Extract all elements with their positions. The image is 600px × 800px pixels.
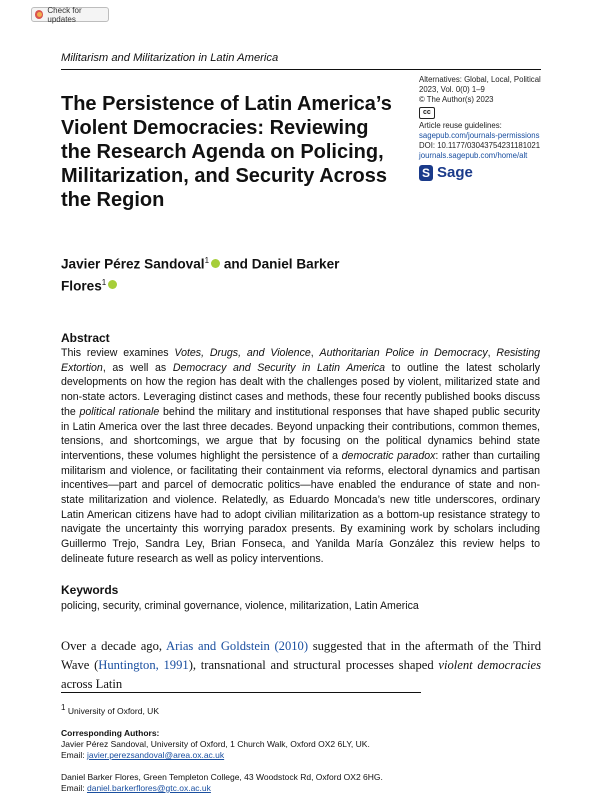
affiliation-marker: 1: [101, 277, 107, 287]
check-for-updates-badge[interactable]: [31, 7, 109, 22]
orcid-icon[interactable]: [108, 280, 117, 289]
abstract-segment: This review examines: [61, 347, 175, 359]
author-connector: and: [223, 256, 248, 272]
volume-info: 2023, Vol. 0(0) 1–9: [419, 85, 485, 94]
emphasis: violent democracies: [438, 658, 541, 672]
reuse-label: Article reuse guidelines:: [419, 121, 502, 130]
author-address: Daniel Barker Flores, Green Templeton College, 43 Woodstock Rd, Oxford OX2 6HG.: [61, 772, 383, 782]
journal-link[interactable]: journals.sagepub.com/home/alt: [419, 151, 528, 160]
abstract-heading: Abstract: [61, 331, 110, 345]
orcid-icon[interactable]: [211, 259, 220, 268]
emphasis: political rationale: [79, 405, 160, 418]
doi: DOI: 10.1177/03043754231181021: [419, 141, 541, 150]
email-link[interactable]: javier.perezsandoval@area.ox.ac.uk: [86, 750, 225, 760]
footnote-rule: [61, 692, 421, 693]
author-name: Javier Pérez Sandoval: [61, 256, 205, 272]
corresponding-authors: [61, 728, 541, 794]
citation-link[interactable]: Arias and Goldstein (2010): [166, 639, 309, 653]
abstract-segment: ,: [487, 347, 497, 359]
keywords-heading: Keywords: [61, 583, 119, 597]
abstract-text: [61, 346, 540, 567]
affiliation-marker: 1: [204, 256, 210, 265]
author-address: Javier Pérez Sandoval, University of Oxford, 1 Church Walk, Oxford OX2 6LY, UK.: [61, 739, 370, 749]
author-list: [61, 252, 381, 295]
journal-name: Alternatives: Global, Local, Political: [419, 75, 541, 84]
emphasis: democratic paradox: [341, 449, 436, 462]
check-for-updates-label: Check for updates: [47, 5, 82, 24]
body-segment: across Latin: [61, 677, 123, 691]
keywords-list: policing, security, criminal governance, violence, militarization, Latin America: [61, 600, 419, 612]
article-title: The Persistence of Latin America’s Violent Democracies: Reviewing the Research Agenda on Policing, Militarization, and Security Across the Region: [61, 93, 392, 211]
abstract-segment: ,: [310, 347, 320, 359]
email-label: Email:: [61, 750, 87, 760]
series-title: Militarism and Militarization in Latin America: [61, 52, 279, 64]
citation-link[interactable]: Huntington, 1991: [98, 658, 189, 672]
affiliation-marker: 1: [61, 703, 66, 712]
body-segment: Over a decade ago,: [61, 639, 167, 653]
email-label: Email:: [61, 783, 87, 793]
article-meta: [419, 75, 559, 181]
book-title: Democracy and Security in Latin America: [172, 361, 386, 374]
book-title: Votes, Drugs, and Violence: [174, 347, 311, 359]
publisher-logo: [419, 165, 559, 181]
affiliation-note: [61, 703, 159, 716]
abstract-segment: : rather than curtailing militarism and violence, or facilitating their containment via reforms, electoral dynamics and partisan incentives—part and parcel of democratic politics—have enabled the endurance of state and non-state militarization and violence. Relatedly, as Eduardo Moncada’s new title underscores, ordinary Latin American citizens have had to adopt civilian militarization as a bottom-up resistance strategy to navigate the uncertainty this worrying paradox presents. By examining work by scholars including Guillermo Trejo, Sandra Ley, Brian Fonseca, and Yanilda María González this review helps to delineate future research as well as policy interventions.: [61, 449, 540, 565]
cc-license-icon: cc: [419, 107, 435, 119]
corresponding-label: Corresponding Authors:: [61, 728, 160, 738]
book-title: Resisting Extortion: [61, 347, 540, 374]
body-paragraph: [61, 637, 541, 694]
header-rule: [61, 69, 541, 70]
abstract-segment: to outline the latest scholarly developments on how the region has dealt with the challenges posed by violent, militarized state and non-state actors. Leveraging distinct cases and methods, these four recently published books discuss the: [61, 361, 541, 418]
abstract-segment: behind the military and institutional responses that have shaped public security in Latin America over the last three decades. Beyond unpacking their contributions, common themes, tensions, and shortcomings, we argue that by focusing on the political dynamics behind state interventions, these volumes highlight the persistence of a: [61, 405, 541, 462]
email-link[interactable]: daniel.barkerflores@gtc.ox.ac.uk: [86, 783, 211, 793]
abstract-segment: , as well as: [102, 361, 173, 374]
body-segment: ), transnational and structural processes shaped: [188, 658, 439, 672]
author-name: Daniel Barker Flores: [61, 256, 340, 294]
affiliation-text: University of Oxford, UK: [67, 705, 159, 716]
sage-icon: S: [419, 165, 433, 181]
publisher-name: Sage: [437, 164, 473, 181]
update-icon: [35, 10, 43, 19]
body-segment: suggested that in the aftermath of the Third Wave (: [61, 639, 541, 672]
copyright: © The Author(s) 2023: [419, 95, 494, 104]
reuse-link[interactable]: sagepub.com/journals-permissions: [419, 131, 540, 140]
book-title: Authoritarian Police in Democracy: [319, 347, 488, 359]
